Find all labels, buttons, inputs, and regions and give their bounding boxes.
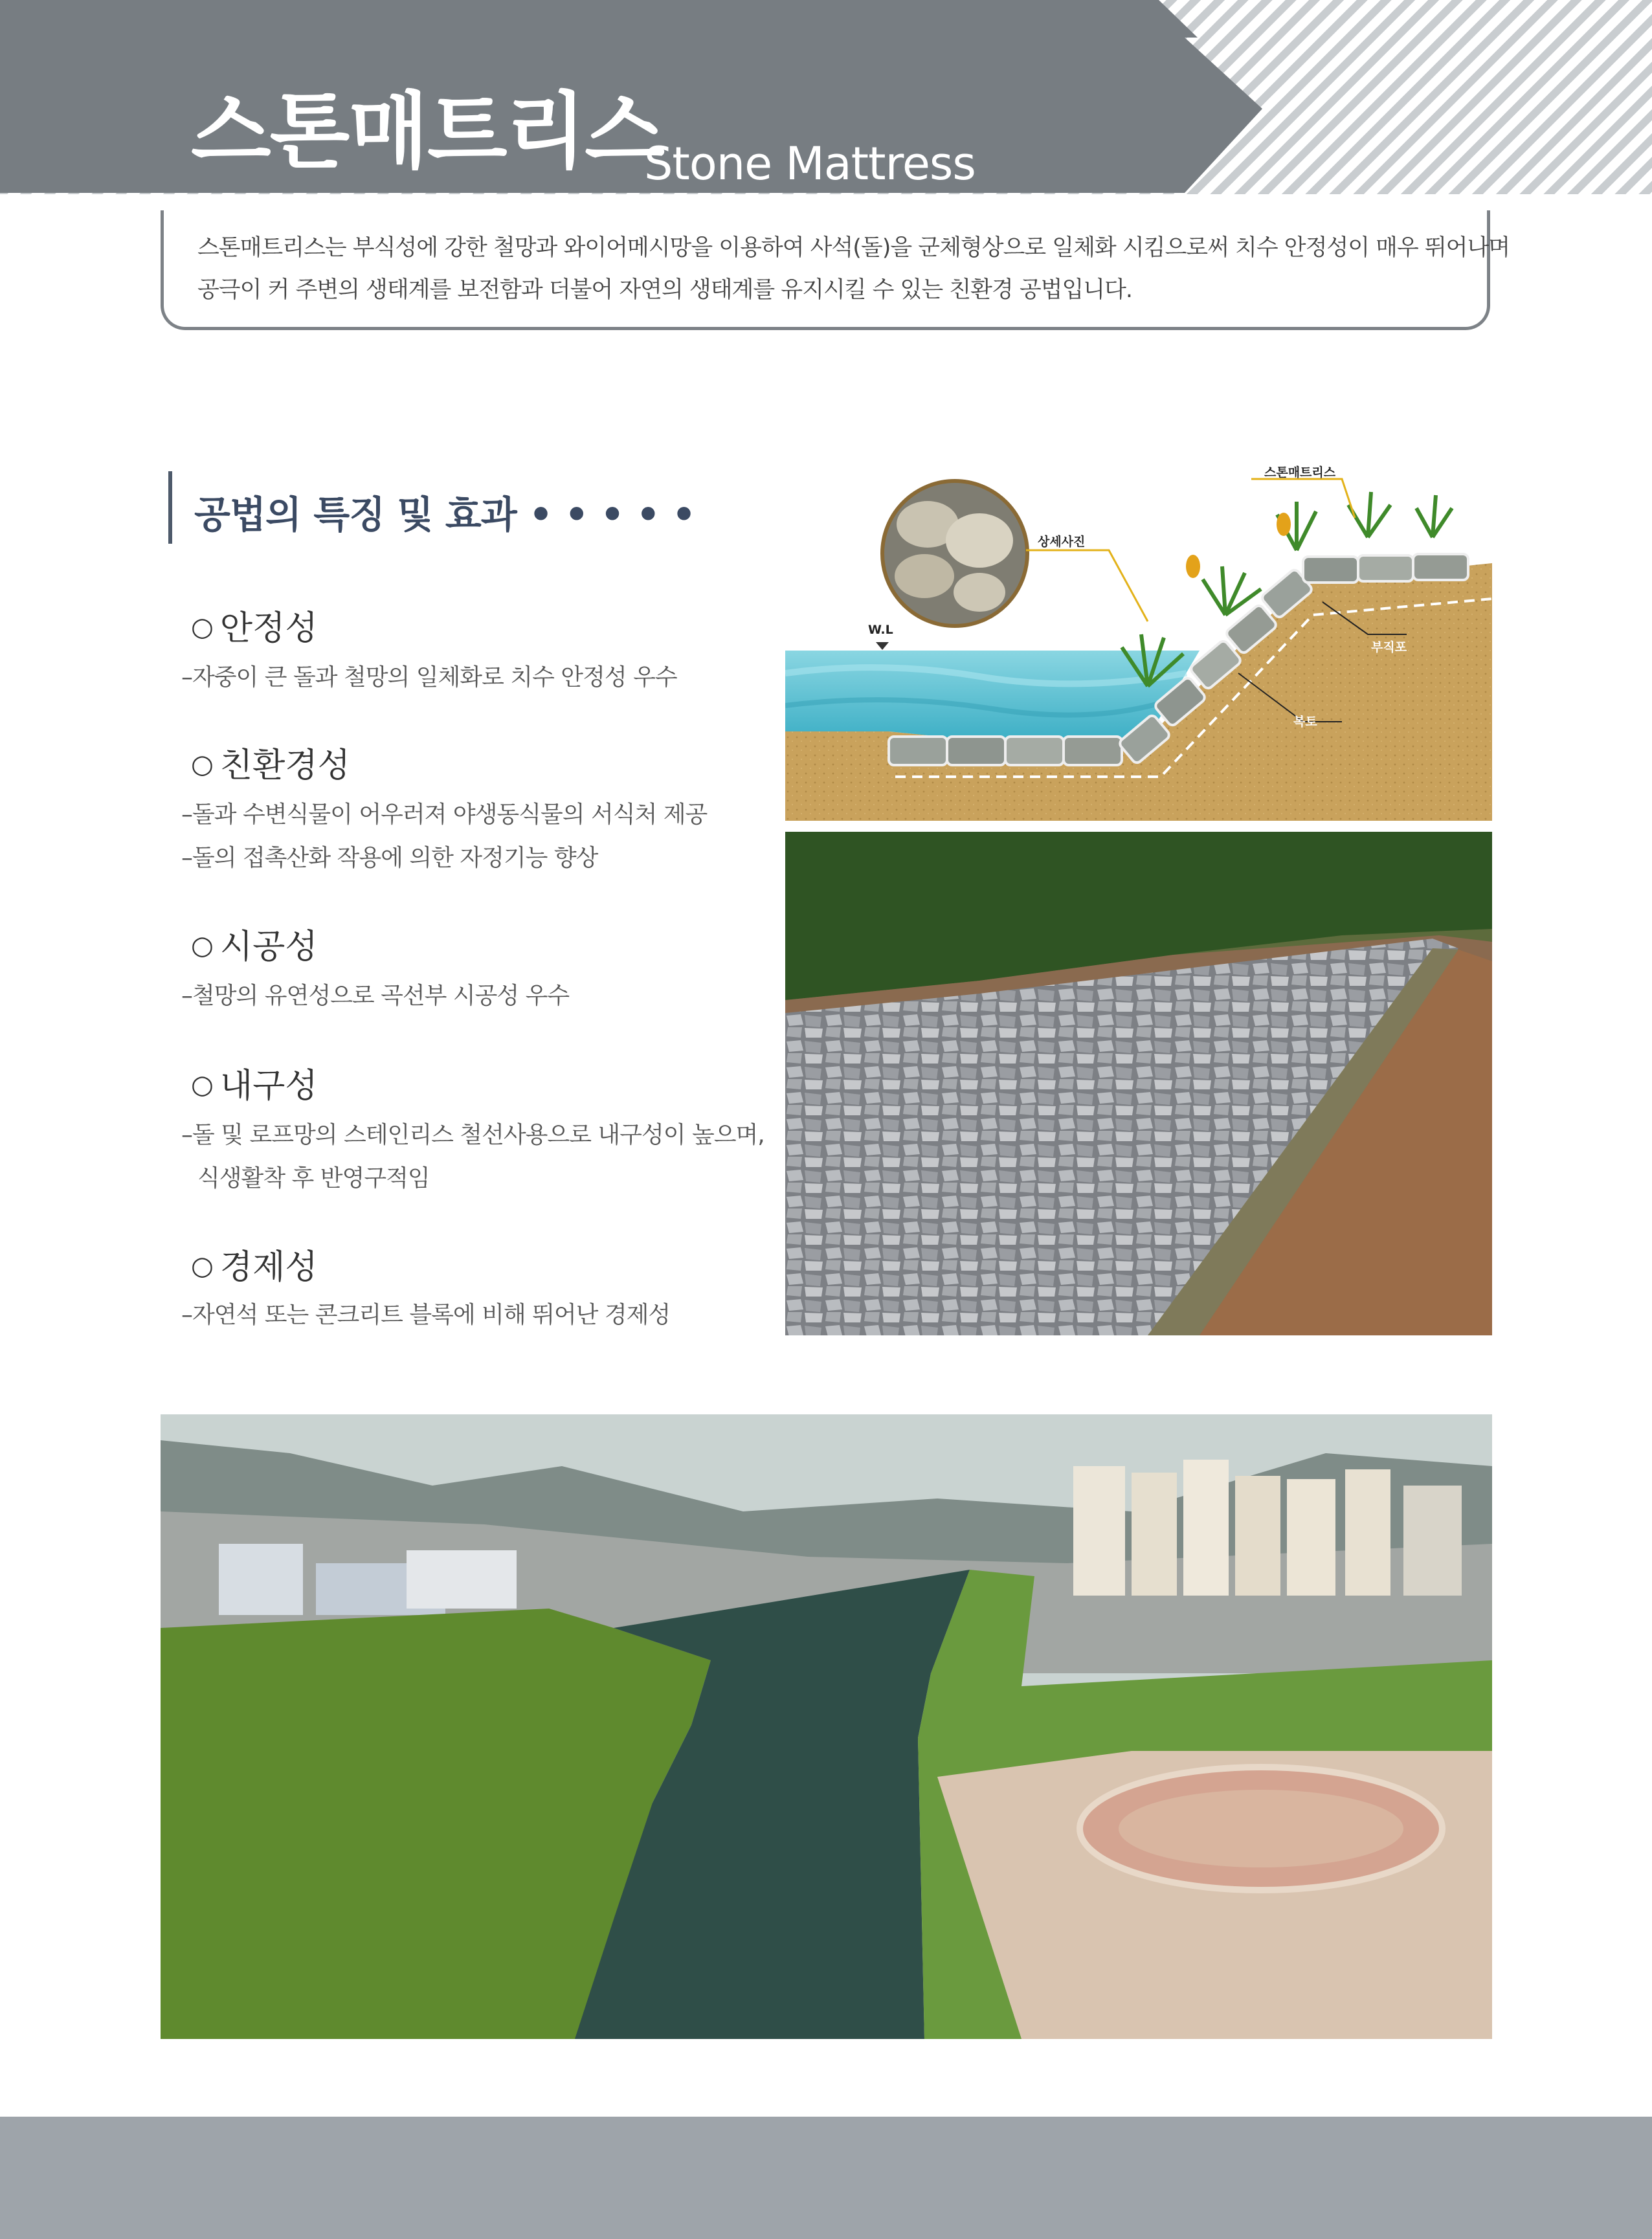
photo-illustration (161, 1414, 1492, 2039)
section-accent-bar (168, 471, 172, 544)
bullet-circle: ○ (191, 612, 214, 642)
feature-line: –돌 및 로프망의 스테인리스 철선사용으로 내구성이 높으며, (181, 1122, 765, 1148)
page-title: 스톤매트리스 (191, 84, 664, 180)
bullet-circle: ○ (191, 1070, 214, 1100)
cross-section-diagram (785, 453, 1492, 821)
label-cover-soil: 복토 (1293, 715, 1317, 729)
label-geotextile: 부직포 (1371, 640, 1407, 654)
label-detail-photo: 상세사진 (1038, 535, 1086, 549)
photo-illustration (785, 832, 1492, 1335)
feature-heading-text: 안정성 (219, 609, 318, 648)
intro-box (161, 210, 1490, 330)
feature-heading-text: 내구성 (219, 1067, 318, 1106)
river-aerial-photo (161, 1414, 1492, 2039)
label-water-level: W.L (868, 623, 893, 637)
bullet-circle: ○ (191, 1251, 214, 1281)
feature-line: –돌의 접촉산화 작용에 의한 자정기능 향상 (181, 845, 598, 871)
water-body (785, 651, 1200, 738)
feature-line: –자연석 또는 콘크리트 블록에 비해 뛰어난 경제성 (181, 1302, 671, 1328)
feature-heading-text: 친환경성 (219, 746, 350, 785)
feature-line: –철망의 유연성으로 곡선부 시공성 우수 (181, 983, 570, 1009)
footer-band (0, 2117, 1652, 2239)
feature-line: 식생활착 후 반영구적임 (197, 1165, 430, 1192)
feature-line: –돌과 수변식물이 어우러져 야생동식물의 서식처 제공 (181, 801, 708, 828)
features-title: 공법의 특징 및 효과 • • • • • (194, 493, 696, 537)
feature-heading-text: 시공성 (219, 928, 318, 966)
label-stone-mattress: 스톤매트리스 (1264, 465, 1336, 480)
page-title-english: Stone Mattress (644, 137, 976, 190)
feature-line: –자중이 큰 돌과 철망의 일체화로 치수 안정성 우수 (181, 664, 677, 691)
intro-line-2: 공극이 커 주변의 생태계를 보전함과 더불어 자연의 생태계를 유지시킬 수 있는 친환경 공법입니다. (197, 277, 1133, 303)
header-band-top (0, 0, 1198, 38)
diagram-svg (785, 453, 1492, 821)
bullet-circle: ○ (191, 931, 214, 961)
feature-heading-text: 경제성 (219, 1248, 318, 1287)
intro-line-1: 스톤매트리스는 부식성에 강한 철망과 와이어메시망을 이용하여 사석(돌)을 군체형상으로 일체화 시킴으로써 치수 안정성이 매우 뛰어나며 (197, 235, 1510, 261)
feature-heading-workability (191, 919, 318, 968)
stone-mattress-channel-photo (785, 832, 1492, 1335)
feature-heading-economy (191, 1240, 318, 1288)
feature-heading-durability (191, 1058, 318, 1107)
feature-heading-stability (191, 601, 318, 649)
bullet-circle: ○ (191, 750, 214, 779)
feature-heading-eco (191, 738, 350, 786)
